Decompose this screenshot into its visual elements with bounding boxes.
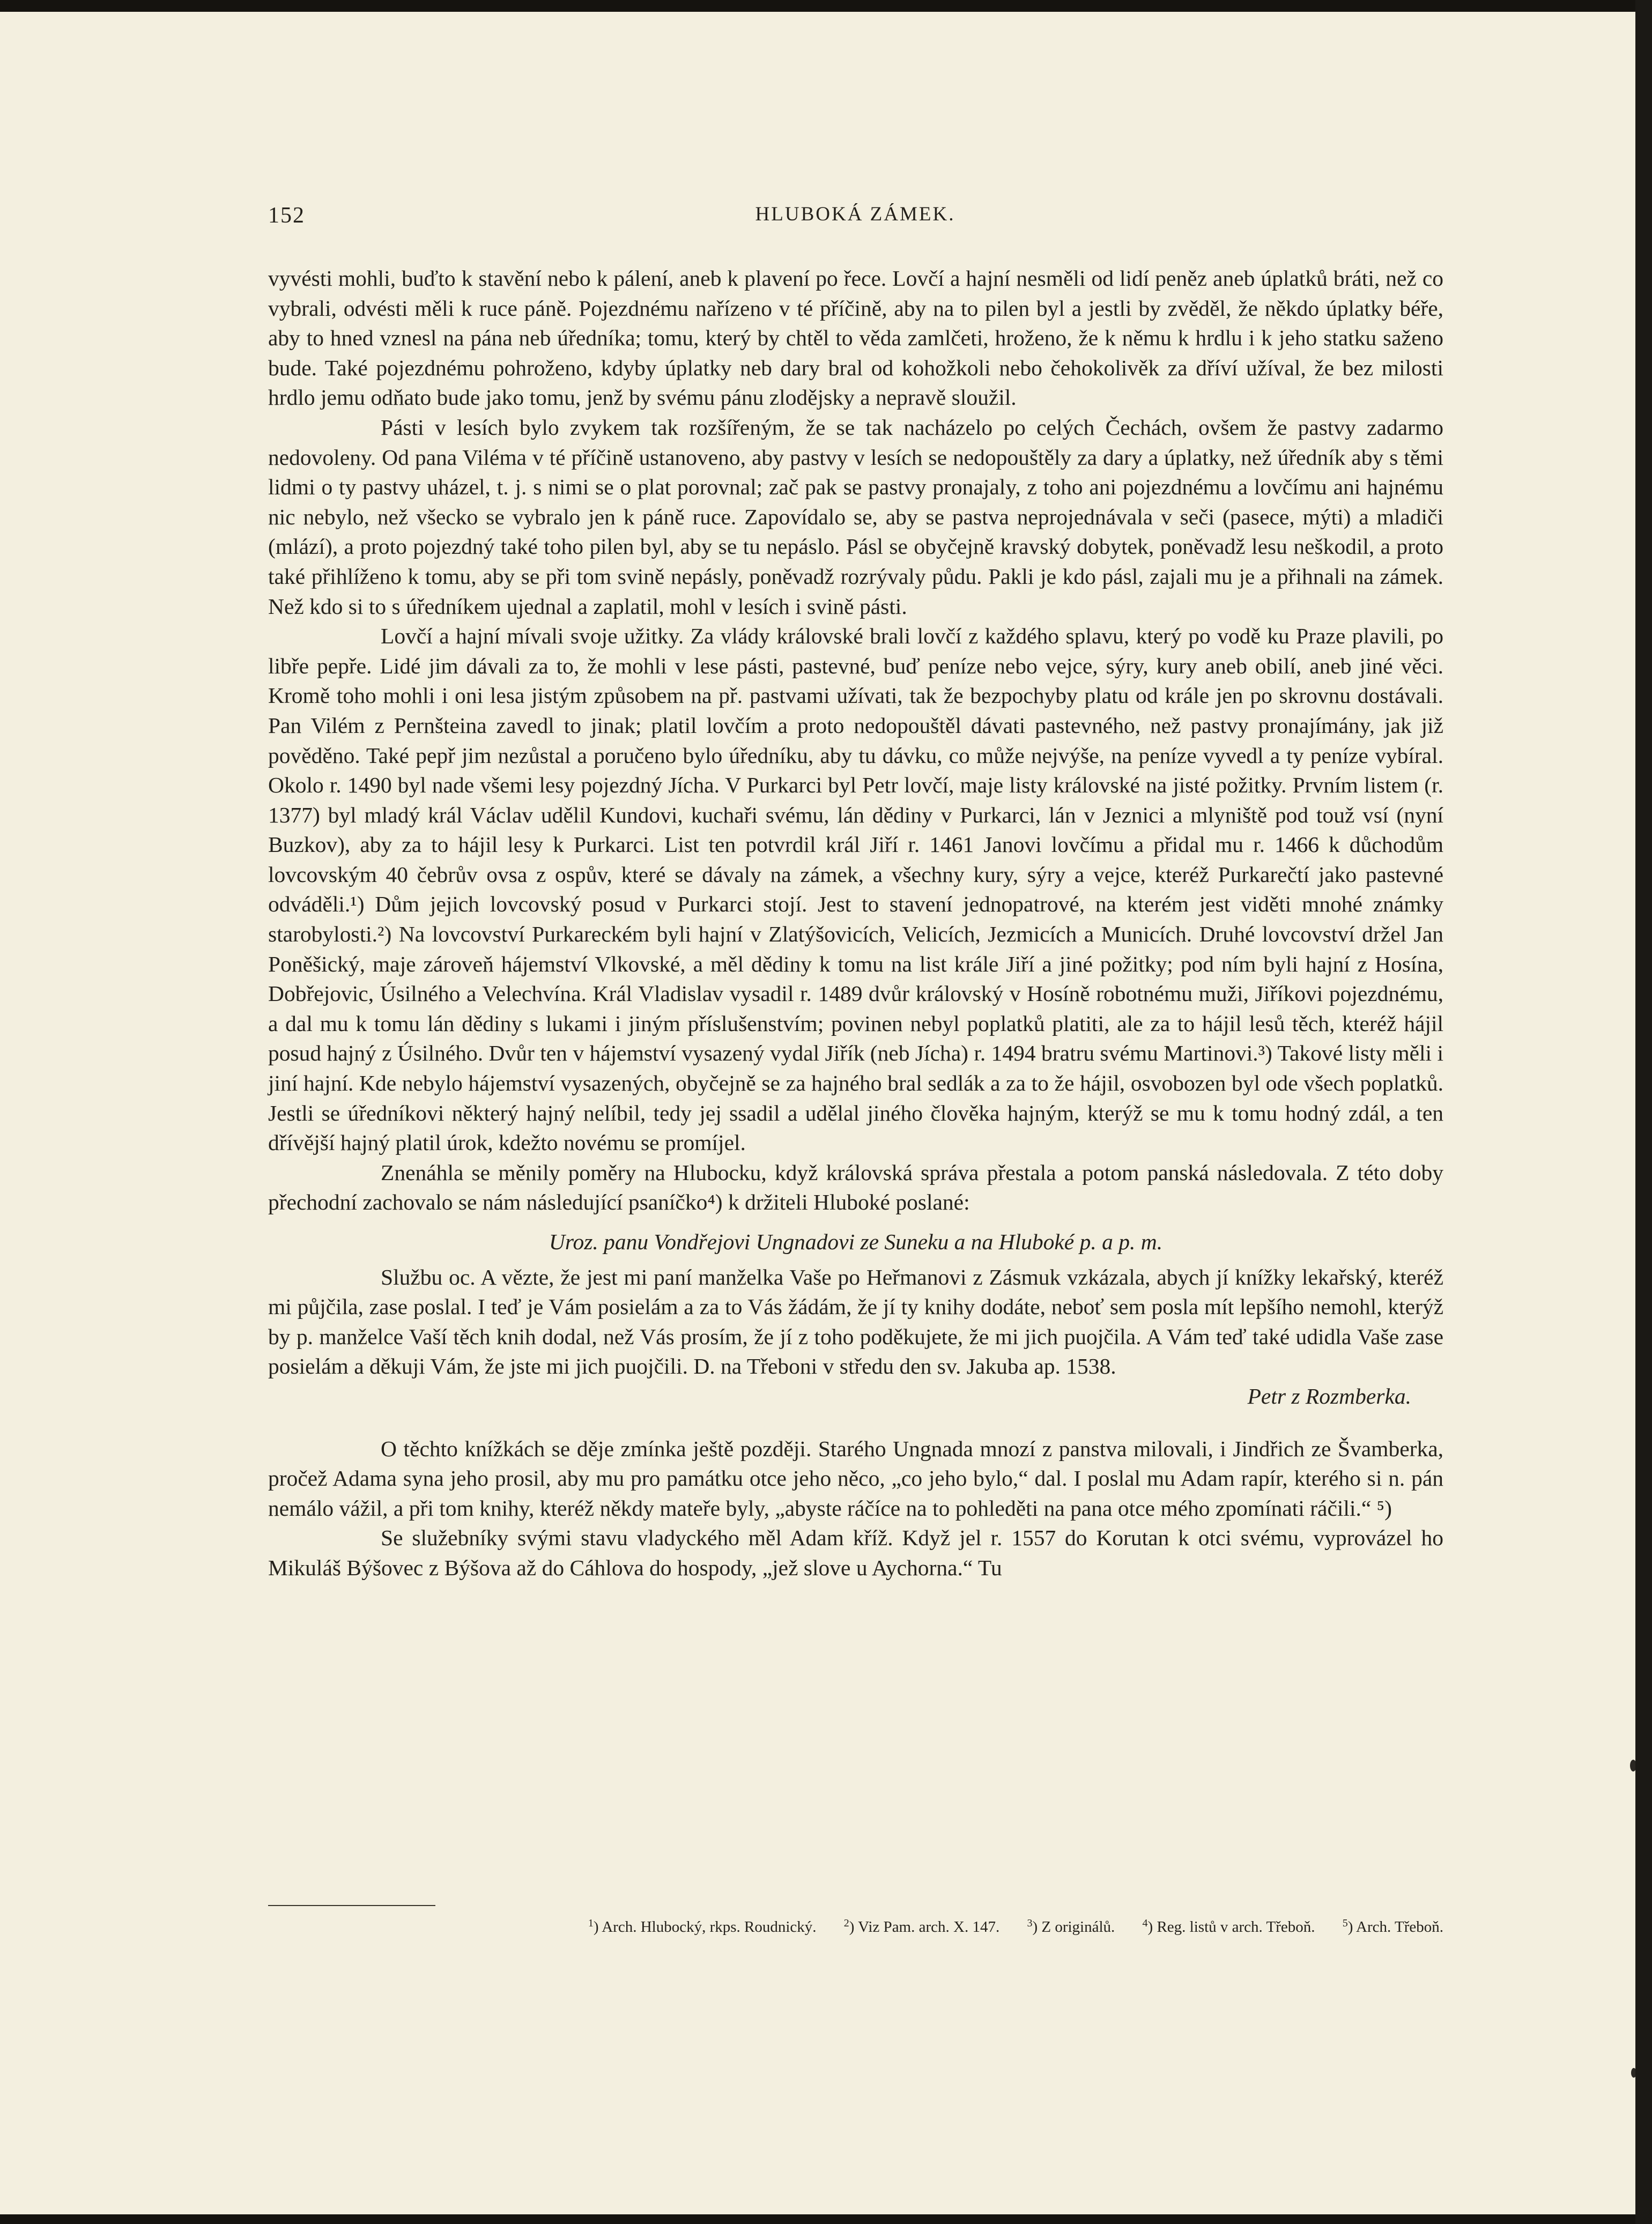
page-number: 152 xyxy=(268,203,305,228)
body-text xyxy=(268,264,1443,1583)
footnote-3: $^3$) Z originálů. xyxy=(1027,1917,1115,1936)
paragraph-1: vyvésti mohli, buďto k stavění nebo k pálení, aneb k plavení po řece. Lovčí a hajní nesměli od lidí peněz aneb úplatků bráti, než co vybrali, odvésti měli k ruce páně. Pojezdnému nařízeno v té příčině, aby na to pilen byl a jestli by zvěděl, že někdo úplatky béře, aby to hned vznesl na pána neb úředníka; tomu, který by chtěl to věda zamlčeti, hroženo, že k němu k hrdlu i k jeho statku saženo bude. Také pojezdnému pohroženo, kdyby úplatky neb dary bral od kohožkoli nebo čehokolivěk za dříví užíval, že bez milosti hrdlo jemu odňato bude jako tomu, jenž by svému pánu zlodějsky a nepravě sloužil. xyxy=(268,266,1443,410)
footnote-5: $^5$) Arch. Třeboň. xyxy=(1342,1917,1443,1936)
page-edge xyxy=(1635,0,1652,2224)
letter-signature: Petr z Rozmberka. xyxy=(1247,1383,1411,1408)
paragraph-5: O těchto knížkách se děje zmínka ještě později. Starého Ungnada mnozí z panstva milovali, i Jindřich ze Švamberka, pročež Adama syna jeho prosil, aby mu pro památku otce jeho něco, „co jeho bylo,“ dal. I poslal mu Adam rapír, kterého si n. pán nemálo vážil, a při tom knihy, kteréž někdy mateře byly, „abyste ráčíce na to pohleděti na pana otce mého zpomínati ráčili.“ ⁵) xyxy=(268,1436,1443,1521)
letter-address: Uroz. panu Vondřejovi Ungnadovi ze Suneku a na Hluboké p. a p. m. xyxy=(549,1229,1163,1254)
footnote-1: $^1$) Arch. Hlubocký, rkps. Roudnický. xyxy=(588,1917,817,1936)
footnote-rule xyxy=(268,1905,435,1906)
footnote-4: $^4$) Reg. listů v arch. Třeboň. xyxy=(1142,1917,1315,1936)
paragraph-2: Pásti v lesích bylo zvykem tak rozšířeným, že se tak nacházelo po celých Čechách, ovšem že pastvy zadarmo nedovoleny. Od pana Viléma v té příčině ustanoveno, aby pastvy v lesích se nedopouštěly za dary a úplatky, než úředník aby s těmi lidmi o ty pastvy uházel, t. j. s nimi se o plat porovnal; zač pak se pastvy pronajaly, z toho ani pojezdnému a lovčímu ani hajnému nic nebylo, než všecko se vybralo jen k páně ruce. Zapovídalo se, aby se pastva neprojednávala v seči (pasece, mýti) a mladiči (mlází), a proto pojezdný také toho pilen byl, aby se tu nepáslo. Pásl se obyčejně kravský dobytek, poněvadž lesu neškodil, a proto také přihlíženo k tomu, aby se při tom svině nepásly, poněvadž rozrývaly půdu. Pakli je kdo pásl, zajali mu je a přihnali na zámek. Než kdo si to s úředníkem ujednal a zaplatil, mohl v lesích i svině pásti. xyxy=(268,414,1443,619)
footnotes xyxy=(268,1915,1443,1939)
paragraph-4: Znenáhla se měnily poměry na Hlubocku, když královská správa přestala a potom panská následovala. Z této doby přechodní zachovalo se nám následující psaníčko⁴) k držiteli Hluboké poslané: xyxy=(268,1160,1443,1215)
footnote-2: $^2$) Viz Pam. arch. X. 147. xyxy=(843,1917,1000,1936)
paragraph-6: Se služebníky svými stavu vladyckého měl Adam kříž. Když jel r. 1557 do Korutan k otci svému, vyprovázel ho Mikuláš Býšovec z Býšova až do Cáhlova do hospody, „jež slove u Aychorna.“ Tu xyxy=(268,1525,1443,1580)
paragraph-3: Lovčí a hajní mívali svoje užitky. Za vlády královské brali lovčí z každého splavu, který po vodě ku Praze plavili, po libře pepře. Lidé jim dávali za to, že mohli v lese pásti, pastevné, buď peníze nebo vejce, sýry, kury aneb obilí, aneb jiné věci. Kromě toho mohli i oni lesa jistým způsobem na př. pastvami užívati, tak že bezpochyby platu od krále jen po skrovnu dostávali. Pan Vilém z Pernšteina zavedl to jinak; platil lovčím a proto nedopouštěl dávati pastevného, než pastvy pronajímány, jak již pověděno. Také pepř jim nezůstal a poručeno bylo úředníku, aby tu dávku, co může nejvýše, na peníze vyvedl a ty peníze vybíral. Okolo r. 1490 byl nade všemi lesy pojezdný Jícha. V Purkarci byl Petr lovčí, maje listy královské na jisté požitky. Prvním listem (r. 1377) byl mladý král Václav udělil Kundovi, kuchaři svému, lán dědiny v Purkarci, lán v Jeznici a mlyniště pod touž vsí (nyní Buzkov), aby za to hájil lesy k Purkarci. List ten potvrdil král Jiří r. 1461 Janovi lovčímu a přidal mu r. 1466 k důchodům lovcovským 40 čebrův ovsa z ospův, které se dávaly na zámek, a všechny kury, sýry a vejce, kteréž Purkarečtí jako pastevné odváděli.¹) Dům jejich lovcovský posud v Purkarci stojí. Jest to stavení jednopatrové, na kterém jest viděti mnohé známky starobylosti.²) Na lovcovství Purkareckém byli hajní v Zlatýšovicích, Velicích, Jezmicích a Municích. Druhé lovcovství držel Jan Poněšický, maje zároveň hájemství Vlkovské, a měl dědiny k tomu na list krále Jiří a jiné požitky; pod ním byli hajní z Hosína, Dobřejovic, Úsilného a Velechvína. Král Vladislav vysadil r. 1489 dvůr královský v Hosíně robotnému muži, Jiříkovi pojezdnému, a dal mu k tomu lán dědiny s lukami i jiným příslušenstvím; povinen nebyl poplatků platiti, ale za to hájil lesů těch, kteréž hájil posud hajný z Úsilného. Dvůr ten v hájemství vysazený vydal Jiřík (neb Jícha) r. 1494 bratru svému Martinovi.³) Takové listy měli i jiní hajní. Kde nebylo hájemství vysazených, obyčejně se za hajného bral sedlák a za to že hájil, osvobozen byl ode všech poplatků. Jestli se úředníkovi některý hajný nelíbil, tedy jej ssadil a udělal jiného člověka hajným, kterýž se mu k tomu hodný zdál, a ten dřívější hajný platil úrok, kdežto novému se promíjel. xyxy=(268,624,1443,1155)
running-title: HLUBOKÁ ZÁMEK. xyxy=(755,203,955,225)
book-page xyxy=(0,12,1635,2214)
page-header xyxy=(268,203,1442,235)
letter-body: Službu oc. A vězte, že jest mi paní manželka Vaše po Heřmanovi z Zásmuk vzkázala, abych jí knížky lekařský, kteréž mi půjčila, zase poslal. I teď je Vám posielám a za to Vás žádám, že jí ty knihy dodáte, neboť sem posla mít lepšího nemohl, kterýž by p. manželce Vaší těch knih dodal, než Vás prosím, že jí z toho poděkujete, že mi jich puojčila. A Vám teď také udidla Vaše zase posielám a děkuji Vám, že jste mi jich puojčili. D. na Třeboni v středu den sv. Jakuba ap. 1538. xyxy=(268,1264,1443,1379)
